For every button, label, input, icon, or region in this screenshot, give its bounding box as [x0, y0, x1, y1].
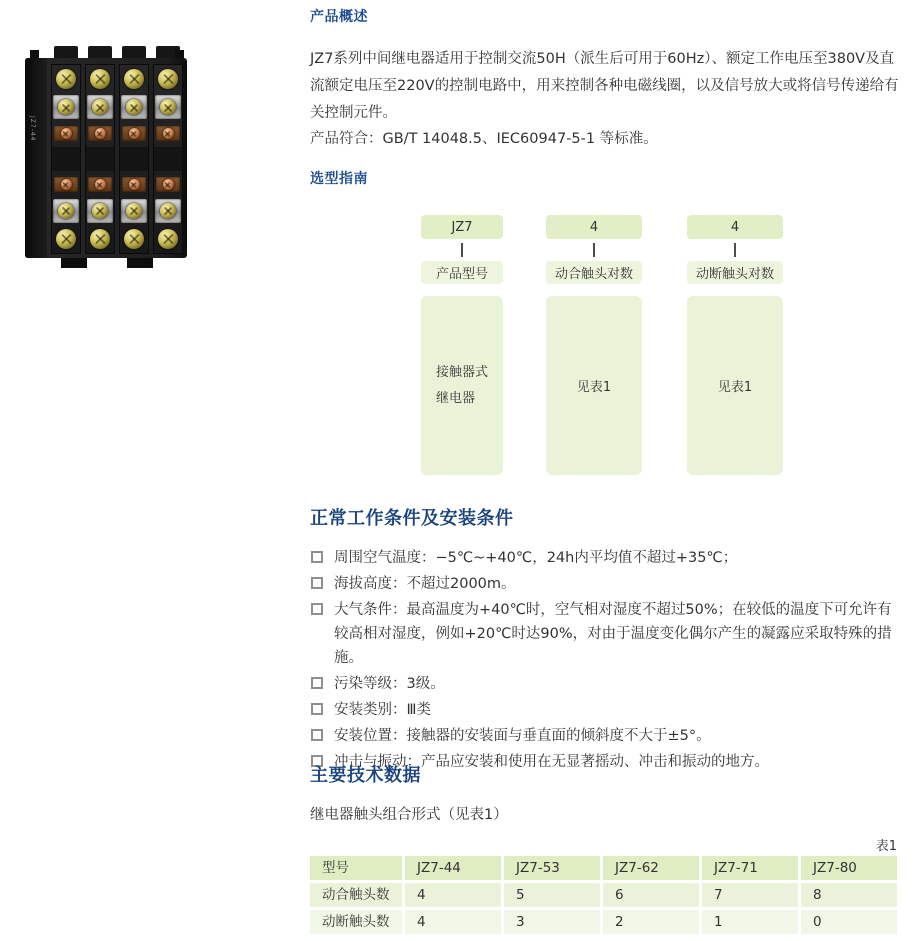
- section-title-conditions: 正常工作条件及安装条件: [310, 508, 514, 529]
- model-desc-line: 继电器: [435, 390, 475, 406]
- relay-terminal-column: [119, 64, 149, 254]
- list-item: [310, 546, 904, 570]
- list-item: [310, 672, 904, 696]
- relay-side-panel: [25, 58, 47, 258]
- condition-text: 海拔高度：不超过2000m。: [334, 576, 516, 592]
- section-title-overview: 产品概述: [310, 9, 368, 25]
- relay-terminal-column: [51, 64, 81, 254]
- relay-body: [25, 58, 187, 258]
- selection-column-no-contacts: [546, 215, 642, 477]
- checkbox-icon: [311, 603, 323, 615]
- model-code-box: JZ7: [421, 215, 503, 239]
- model-code-box: 4: [546, 215, 642, 239]
- relay-foot: [127, 258, 153, 268]
- model-label-box: 动合触头对数: [546, 261, 642, 284]
- condition-text: 大气条件：最高温度为+40℃时，空气相对湿度不超过50%；在较低的温度下可允许有较高相对湿度，例如+20℃时达90%，对由于温度变化偶尔产生的凝露应采取特殊的措施。: [334, 602, 892, 666]
- table-number-label: 表1: [875, 839, 897, 854]
- table-cell: 1: [702, 910, 798, 934]
- table-cell: 2: [603, 910, 699, 934]
- table-cell: 7: [702, 883, 798, 907]
- table-header-cell: 型号: [310, 856, 402, 880]
- list-item: [310, 698, 904, 722]
- condition-text: 冲击与振动：产品应安装和使用在无显著摇动、冲击和振动的地方。: [334, 754, 769, 770]
- model-desc-line: 见表1: [717, 380, 753, 395]
- product-photo: [25, 46, 187, 268]
- relay-terminal-column: [85, 64, 115, 254]
- table-header-cell: JZ7-80: [801, 856, 897, 880]
- model-desc-box: [421, 296, 503, 475]
- section-title-tech-data: 主要技术数据: [310, 765, 421, 786]
- checkbox-icon: [311, 577, 323, 589]
- table-cell: 4: [405, 883, 501, 907]
- table-cell: 动断触头数: [310, 910, 402, 934]
- selection-column-model: [421, 215, 503, 477]
- model-desc-box: [546, 296, 642, 475]
- condition-text: 周围空气温度：−5℃~+40℃，24h内平均值不超过+35℃；: [334, 550, 738, 566]
- selection-column-nc-contacts: [687, 215, 783, 477]
- table-cell: 0: [801, 910, 897, 934]
- table-cell: 8: [801, 883, 897, 907]
- table-cell: 5: [504, 883, 600, 907]
- checkbox-icon: [311, 703, 323, 715]
- condition-text: 污染等级：3级。: [334, 676, 445, 692]
- table-cell: 3: [504, 910, 600, 934]
- table-cell: 动合触头数: [310, 883, 402, 907]
- model-desc-line: 接触器式: [435, 364, 488, 380]
- condition-text: 安装位置：接触器的安装面与垂直面的倾斜度不大于±5°。: [334, 728, 711, 744]
- overview-standards: 产品符合：GB/T 14048.5、IEC60947-5-1 等标准。: [310, 131, 658, 147]
- condition-text: 安装类别：Ⅲ类: [334, 702, 431, 718]
- connector-line: [734, 243, 736, 257]
- table-header-cell: JZ7-62: [603, 856, 699, 880]
- model-desc-line: 见表1: [576, 380, 612, 395]
- list-item: [310, 598, 904, 670]
- overview-paragraph: JZ7系列中间继电器适用于控制交流50H（派生后可用于60Hz）、额定工作电压至380V及直流额定电压至220V的控制电路中，用来控制各种电磁线圈，以及信号放大或将信号传递给有关控制元件。: [310, 51, 899, 121]
- model-code-box: 4: [687, 215, 783, 239]
- list-item: [310, 724, 904, 748]
- checkbox-icon: [311, 551, 323, 563]
- table-header-cell: JZ7-71: [702, 856, 798, 880]
- table-cell: 4: [405, 910, 501, 934]
- connector-line: [593, 243, 595, 257]
- relay-terminal-column: [153, 64, 183, 254]
- list-item: [310, 572, 904, 596]
- table-header-cell: JZ7-53: [504, 856, 600, 880]
- table-cell: 6: [603, 883, 699, 907]
- model-label-box: 产品型号: [421, 261, 503, 284]
- checkbox-icon: [311, 677, 323, 689]
- section-title-selection: 选型指南: [310, 171, 368, 187]
- contact-combination-table: [310, 856, 897, 934]
- table-header-cell: JZ7-44: [405, 856, 501, 880]
- model-desc-box: [687, 296, 783, 475]
- model-label-box: 动断触头对数: [687, 261, 783, 284]
- connector-line: [461, 243, 463, 257]
- checkbox-icon: [311, 729, 323, 741]
- relay-foot: [61, 258, 87, 268]
- table-caption: 继电器触头组合形式（见表1）: [310, 807, 508, 823]
- conditions-list: [310, 546, 904, 776]
